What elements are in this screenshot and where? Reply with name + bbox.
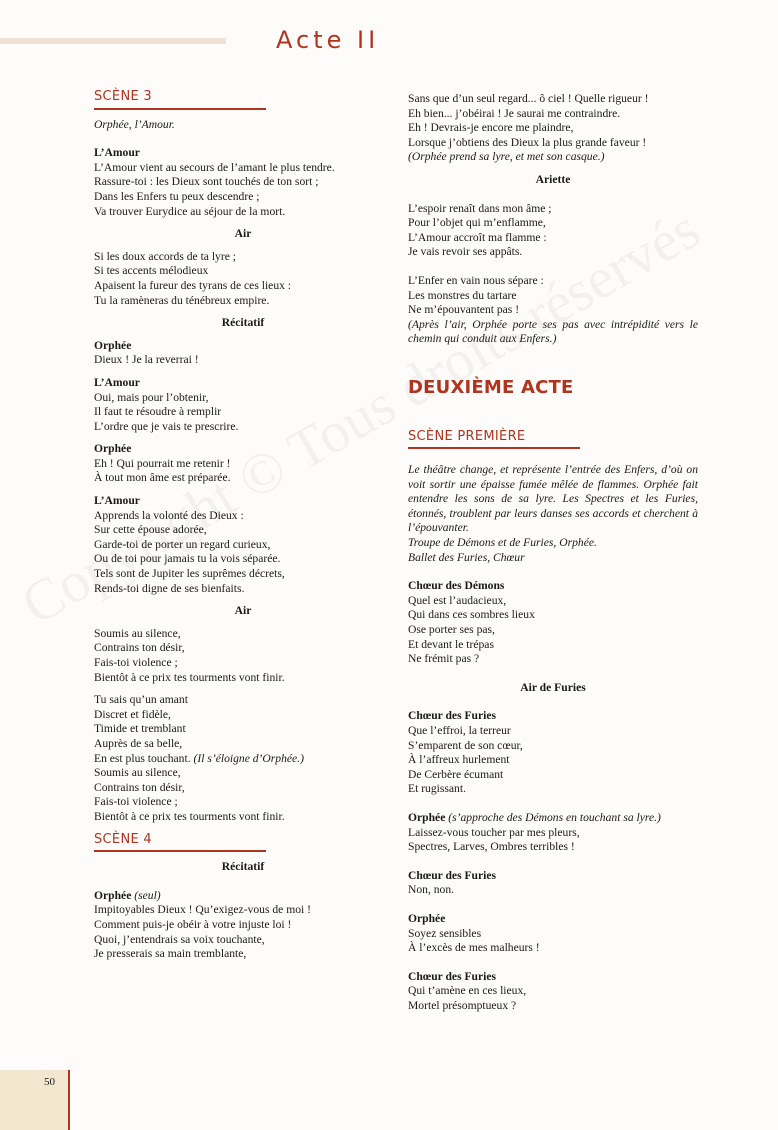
stage-direction: (seul) [134, 888, 161, 902]
header-rule [0, 38, 226, 44]
stage-direction: (Il s’éloigne d’Orphée.) [193, 751, 304, 765]
verse-line: Il faut te résoudre à remplir [94, 405, 222, 419]
verse-line: Bientôt à ce prix tes tourments vont finir. [94, 670, 285, 684]
verse-line: L’Amour accroît ma flamme : [408, 230, 547, 244]
verse-line: Eh ! Qui pourrait me retenir ! [94, 456, 231, 470]
spacer [94, 596, 392, 604]
speaker-name: L’Amour [94, 146, 140, 160]
right-column [408, 92, 698, 1014]
section-label: Air de Furies [520, 680, 586, 694]
verse-line: Spectres, Larves, Ombres terribles ! [408, 840, 575, 854]
verse-line: Discret et fidèle, [94, 707, 171, 721]
speaker-name: Orphée [94, 442, 132, 456]
spacer [94, 486, 392, 494]
speaker-name: Orphée [94, 338, 132, 352]
verse-line: Tu sais qu’un amant [94, 693, 188, 707]
speaker-name: Chœur des Démons [408, 579, 505, 593]
section-label: Récitatif [221, 316, 265, 330]
speaker-name: L’Amour [94, 494, 140, 508]
spacer [94, 875, 392, 889]
verse-line: Je presserais sa main tremblante, [94, 947, 247, 961]
verse-line: Va trouver Eurydice au séjour de la mort. [94, 204, 286, 218]
verse-line [94, 752, 392, 767]
speaker-line [94, 889, 392, 904]
speaker-line [408, 811, 698, 826]
verse-line: Que l’effroi, la terreur [408, 724, 511, 737]
verse-line: L’ordre que je vais te prescrire. [94, 419, 239, 433]
speaker-name: L’Amour [94, 375, 140, 389]
verse-line: À tout mon âme est préparée. [94, 471, 231, 485]
spacer [408, 898, 698, 912]
spacer [94, 331, 392, 339]
verse-line: Fais-toi violence ; [94, 656, 178, 669]
verse-line: Auprès de sa belle, [94, 736, 183, 750]
spacer [408, 396, 698, 430]
verse-line: Ne frémit pas ? [408, 652, 480, 666]
footer-rule [68, 1070, 70, 1130]
verse-line: Apprends la volonté des Dieux : [94, 508, 244, 522]
stage-direction: Troupe de Démons et de Furies, Orphée. [408, 536, 597, 550]
verse-line: Contrains ton désir, [94, 641, 185, 655]
footer-tab [0, 1070, 68, 1130]
spacer [408, 956, 698, 970]
verse-line: Garde-toi de porter un regard curieux, [94, 537, 271, 551]
spacer [94, 434, 392, 442]
spacer [94, 619, 392, 627]
spacer [408, 449, 698, 463]
spacer [94, 685, 392, 693]
speaker-name: Orphée [408, 911, 446, 925]
verse-line: Et devant le trépas [408, 637, 494, 651]
verse-line: À l’affreux hurlement [408, 753, 510, 767]
spacer [94, 132, 392, 146]
spacer [408, 188, 698, 202]
left-column [94, 90, 392, 962]
scene-heading: SCÈNE 4 [94, 831, 152, 847]
verse-line: Oui, mais pour l’obtenir, [94, 390, 209, 404]
verse-line: Si les doux accords de ta lyre ; [94, 249, 236, 263]
verse-line: Dieux ! Je la reverrai ! [94, 353, 199, 367]
verse-line: Soumis au silence, [94, 626, 181, 640]
stage-direction: (Orphée prend sa lyre, et met son casque.) [408, 150, 605, 164]
verse-line: L’Amour vient au secours de l’amant le plus tendre. [94, 160, 335, 174]
speaker-name: Chœur des Furies [408, 969, 497, 983]
verse-line: Quel est l’audacieux, [408, 593, 507, 607]
verse-line: Je vais revoir ses appâts. [408, 245, 523, 259]
verse-line: Ose porter ses pas, [408, 623, 495, 637]
verse-line: Mortel présomptueux ? [408, 998, 517, 1012]
act-title: Acte II [276, 26, 380, 54]
verse-line: De Cerbère écumant [408, 767, 504, 781]
verse-line: Pour l’objet qui m’enflamme, [408, 216, 546, 230]
verse-line: L’espoir renaît dans mon âme ; [408, 201, 552, 215]
verse-line: Rassure-toi : les Dieux sont touchés de ton sort ; [94, 175, 319, 189]
stage-direction: Orphée, l’Amour. [94, 117, 175, 131]
scene-heading-block [94, 90, 392, 110]
verse-line: Ou de toi pour jamais tu la vois séparée. [94, 552, 281, 566]
verse-line: À l’excès de mes malheurs ! [408, 941, 540, 955]
verse-line: Sur cette épouse adorée, [94, 523, 207, 537]
verse-line: Et rugissant. [408, 782, 466, 796]
verse-line: Soyez sensibles [408, 926, 482, 940]
verse-line: Eh ! Devrais-je encore me plaindre, [408, 121, 574, 135]
verse-line: Non, non. [408, 883, 455, 897]
speaker-name: Chœur des Furies [408, 868, 497, 882]
verse-line: Quoi, j’entendrais sa voix touchante, [94, 932, 265, 946]
stage-direction: (s’approche des Démons en touchant sa lyre.) [448, 810, 661, 824]
spacer [94, 242, 392, 250]
verse-line: Tels sont de Jupiter les suprêmes décrets, [94, 567, 285, 581]
speaker-name: Orphée [408, 810, 446, 824]
stage-direction: Ballet des Furies, Chœur [408, 550, 525, 564]
section-label: Air [234, 604, 252, 618]
speaker-name: Chœur des Furies [408, 709, 497, 723]
stage-direction: (Après l’air, Orphée porte ses pas avec intrépidité vers le chemin qui conduit aux Enfers.) [408, 317, 698, 346]
verse-line: Bientôt à ce prix tes tourments vont finir. [94, 809, 285, 823]
spacer [94, 308, 392, 316]
speaker-name: Orphée [94, 888, 132, 902]
spacer [408, 855, 698, 869]
verse-line: L’Enfer en vain nous sépare : [408, 273, 544, 287]
verse-line: Sans que d’un seul regard... ô ciel ! Quelle rigueur ! [408, 92, 649, 105]
spacer [94, 852, 392, 860]
spacer [94, 368, 392, 376]
verse-line: Lorsque j’obtiens des Dieux la plus grande faveur ! [408, 135, 647, 149]
spacer [94, 110, 392, 118]
verse-text: En est plus touchant. [94, 751, 191, 765]
verse-line: Eh bien... j’obéirai ! Je saurai me contraindre. [408, 106, 621, 120]
verse-line: Qui t’amène en ces lieux, [408, 984, 527, 998]
spacer [408, 565, 698, 579]
stage-direction: Le théâtre change, et représente l’entrée des Enfers, d’où on voit sortir une épaisse fumée mêlée de flammes. Orphée fait entendre les sons de sa lyre. Les Spectres et les Furies, étonnés, troublent par leurs danses ses accords et cherchent à l’épouvanter. [408, 463, 698, 535]
verse-line: Timide et tremblant [94, 722, 186, 736]
verse-line: Fais-toi violence ; [94, 795, 178, 809]
verse-line: Ne m’épouvantent pas ! [408, 303, 520, 317]
verse-line: Qui dans ces sombres lieux [408, 608, 535, 622]
spacer [408, 347, 698, 381]
scene-heading-block [408, 430, 698, 450]
section-label: Air [234, 227, 252, 241]
spacer [408, 260, 698, 274]
verse-line: Dans les Enfers tu peux descendre ; [94, 189, 260, 203]
verse-line: Rends-toi digne de ses bienfaits. [94, 581, 245, 595]
verse-line: Soumis au silence, [94, 766, 181, 780]
verse-line: Les monstres du tartare [408, 288, 517, 302]
spacer [408, 797, 698, 811]
spacer [408, 667, 698, 681]
scene-heading: SCÈNE 3 [94, 89, 152, 104]
verse-line: Laissez-vous toucher par mes pleurs, [408, 825, 580, 839]
spacer [94, 219, 392, 227]
spacer [408, 695, 698, 709]
verse-line: Impitoyables Dieux ! Qu’exigez-vous de moi ! [94, 903, 312, 917]
verse-line: S’emparent de son cœur, [408, 738, 523, 752]
verse-line: Si tes accents mélodieux [94, 264, 209, 278]
verse-line: Apaisent la fureur des tyrans de ces lieux : [94, 278, 292, 292]
page-number: 50 [44, 1076, 55, 1088]
verse-line: Contrains ton désir, [94, 780, 185, 794]
spacer [408, 165, 698, 173]
section-label: Récitatif [221, 860, 265, 874]
verse-line: Tu la ramèneras du ténébreux empire. [94, 293, 270, 307]
verse-line: Comment puis-je obéir à votre injuste loi ! [94, 917, 292, 931]
act-heading: DEUXIÈME ACTE [408, 376, 574, 398]
scene-heading-block [94, 833, 392, 853]
scene-heading: SCÈNE PREMIÈRE [408, 428, 526, 444]
section-label: Ariette [535, 172, 571, 186]
